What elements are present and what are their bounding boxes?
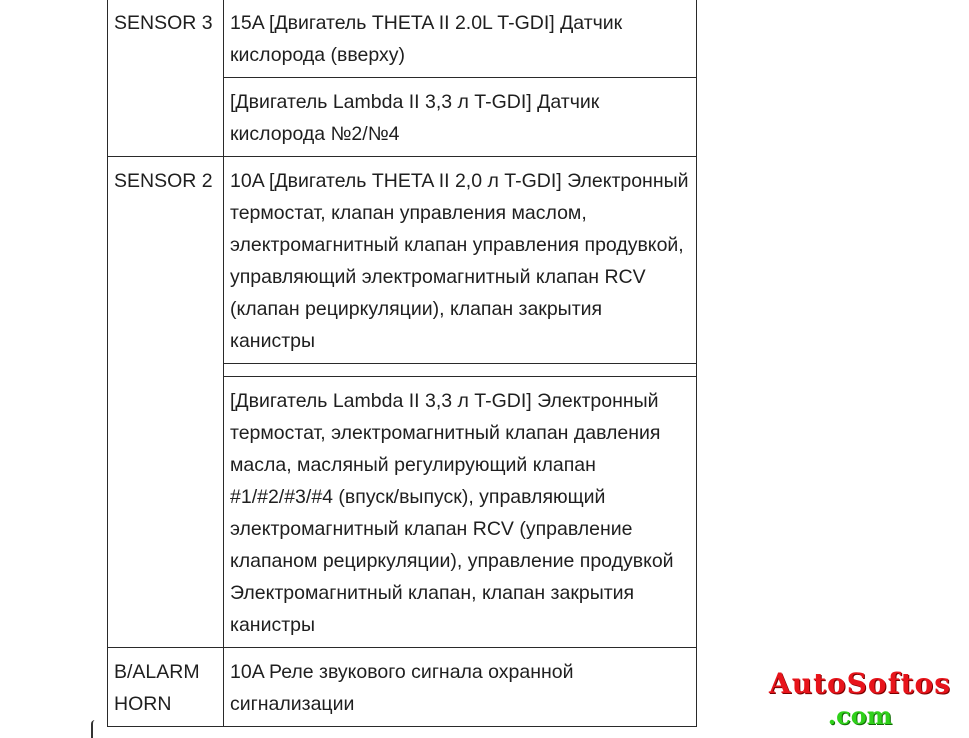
fuse-name-cell: SENSOR 3 <box>108 0 224 157</box>
fuse-table <box>107 0 697 727</box>
watermark-line2: .com <box>827 701 893 730</box>
watermark-line1: AutoSoftos <box>768 667 951 700</box>
fuse-name-cell: B/ALARM HORN <box>108 648 224 727</box>
fuse-description-cell: 15A [Двигатель THETA II 2.0L T-GDI] Датчик кислорода (вверху) <box>224 0 697 78</box>
fuse-name-cell: SENSOR 2 <box>108 157 224 648</box>
fuse-description-cell: [Двигатель Lambda II 3,3 л T-GDI] Датчик кислорода №2/№4 <box>224 78 697 157</box>
fuse-description-cell: 10A Реле звукового сигнала охранной сигнализации <box>224 648 697 727</box>
table-row <box>108 0 697 78</box>
watermark-logo <box>768 667 951 730</box>
text-cursor-mark <box>91 720 95 738</box>
table-row <box>108 648 697 727</box>
table-row <box>108 157 697 364</box>
empty-cell <box>224 364 697 377</box>
fuse-description-cell: 10A [Двигатель THETA II 2,0 л T-GDI] Электронный термостат, клапан управления маслом, электромагнитный клапан управления продувкой, управляющий электромагнитный клапан RCV (клапан рециркуляции), клапан закрытия канистры <box>224 157 697 364</box>
fuse-description-cell: [Двигатель Lambda II 3,3 л T-GDI] Электронный термостат, электромагнитный клапан давления масла, масляный регулирующий клапан #1/#2/#3/#4 (впуск/выпуск), управляющий электромагнитный клапан RCV (управление клапаном рециркуляции), управление продувкой Электромагнитный клапан, клапан закрытия канистры <box>224 377 697 648</box>
